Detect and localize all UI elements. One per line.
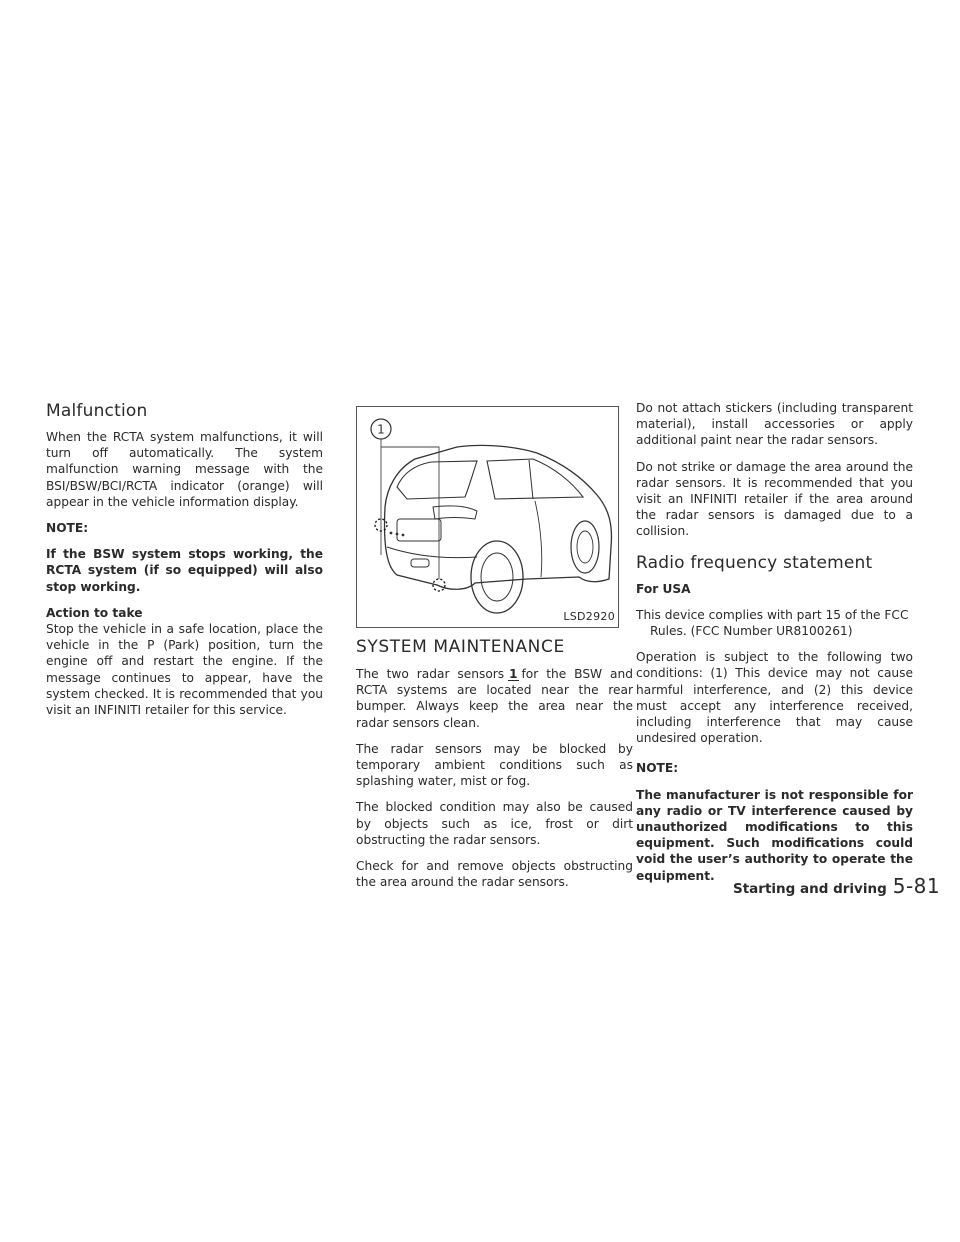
- footer-page-number: 5-81: [892, 874, 941, 898]
- callout-1-mark: 1: [509, 667, 518, 681]
- malfunction-paragraph: When the RCTA system malfunctions, it will turn off automatically. The system malfunction warning message with the BSI/BSW/BCI/RCTA indicator (orange) will appear in the vehicle information display.: [46, 430, 323, 509]
- note-text-2: The manufacturer is not responsible for any radio or TV interference caused by unauthorized modifications to this equipment. Such modifications could void the user’s authority to operate the equipment.: [636, 787, 913, 883]
- maintenance-p1-before: The two radar sensors: [356, 667, 505, 681]
- maintenance-paragraph-1: [356, 666, 633, 731]
- note-label-2: NOTE:: [636, 761, 679, 776]
- radar-sensor-figure: [356, 406, 619, 628]
- fcc-paragraph: This device complies with part 15 of the FCC Rules. (FCC Number UR8100261): [636, 607, 909, 639]
- maintenance-paragraph-4: Check for and remove objects obstructing the area around the radar sensors.: [356, 859, 633, 890]
- footer-section-title: Starting and driving: [733, 881, 887, 897]
- action-block: [46, 605, 323, 718]
- page-footer: [733, 874, 940, 898]
- maintenance-p1-after: for the BSW and RCTA systems are located near the rear bumper. Always keep the area near the radar sensors clean.: [356, 667, 633, 730]
- for-usa-subheading: For USA: [636, 581, 691, 596]
- action-title: Action to take: [46, 605, 143, 620]
- left-column: [46, 400, 323, 728]
- malfunction-heading: Malfunction: [46, 401, 148, 421]
- note-label: NOTE:: [46, 521, 89, 536]
- system-maintenance-heading: SYSTEM MAINTENANCE: [356, 637, 565, 657]
- maintenance-paragraph-2: The radar sensors may be blocked by temporary ambient conditions such as splashing water, mist or fog.: [356, 741, 633, 789]
- operation-paragraph: Operation is subject to the following two conditions: (1) This device may not cause harmful interference, and (2) this device must accept any interference received, including interference that may cause undesired operation.: [636, 650, 913, 746]
- action-text: Stop the vehicle in a safe location, place the vehicle in the P (Park) position, turn the engine off and restart the engine. If the message continues to appear, have the system checked. It is recommended that you visit an INFINITI retailer for this service.: [46, 622, 323, 718]
- vehicle-rear-illustration: [357, 407, 618, 627]
- figure-code: LSD2920: [563, 609, 615, 623]
- note-text: If the BSW system stops working, the RCTA system (if so equipped) will also stop working.: [46, 547, 323, 594]
- damage-paragraph: Do not strike or damage the area around the radar sensors. It is recommended that you visit an INFINITI retailer if the area around the radar sensors is damaged due to a collision.: [636, 459, 913, 539]
- stickers-paragraph: Do not attach stickers (including transparent material), install accessories or apply additional paint near the radar sensors.: [636, 401, 913, 448]
- right-column: [636, 400, 913, 894]
- callout-number: 1: [377, 422, 385, 437]
- radio-frequency-heading: Radio frequency statement: [636, 552, 873, 573]
- middle-column: [356, 400, 633, 900]
- maintenance-paragraph-3: The blocked condition may also be caused by objects such as ice, frost or dirt obstructing the radar sensors.: [356, 800, 633, 847]
